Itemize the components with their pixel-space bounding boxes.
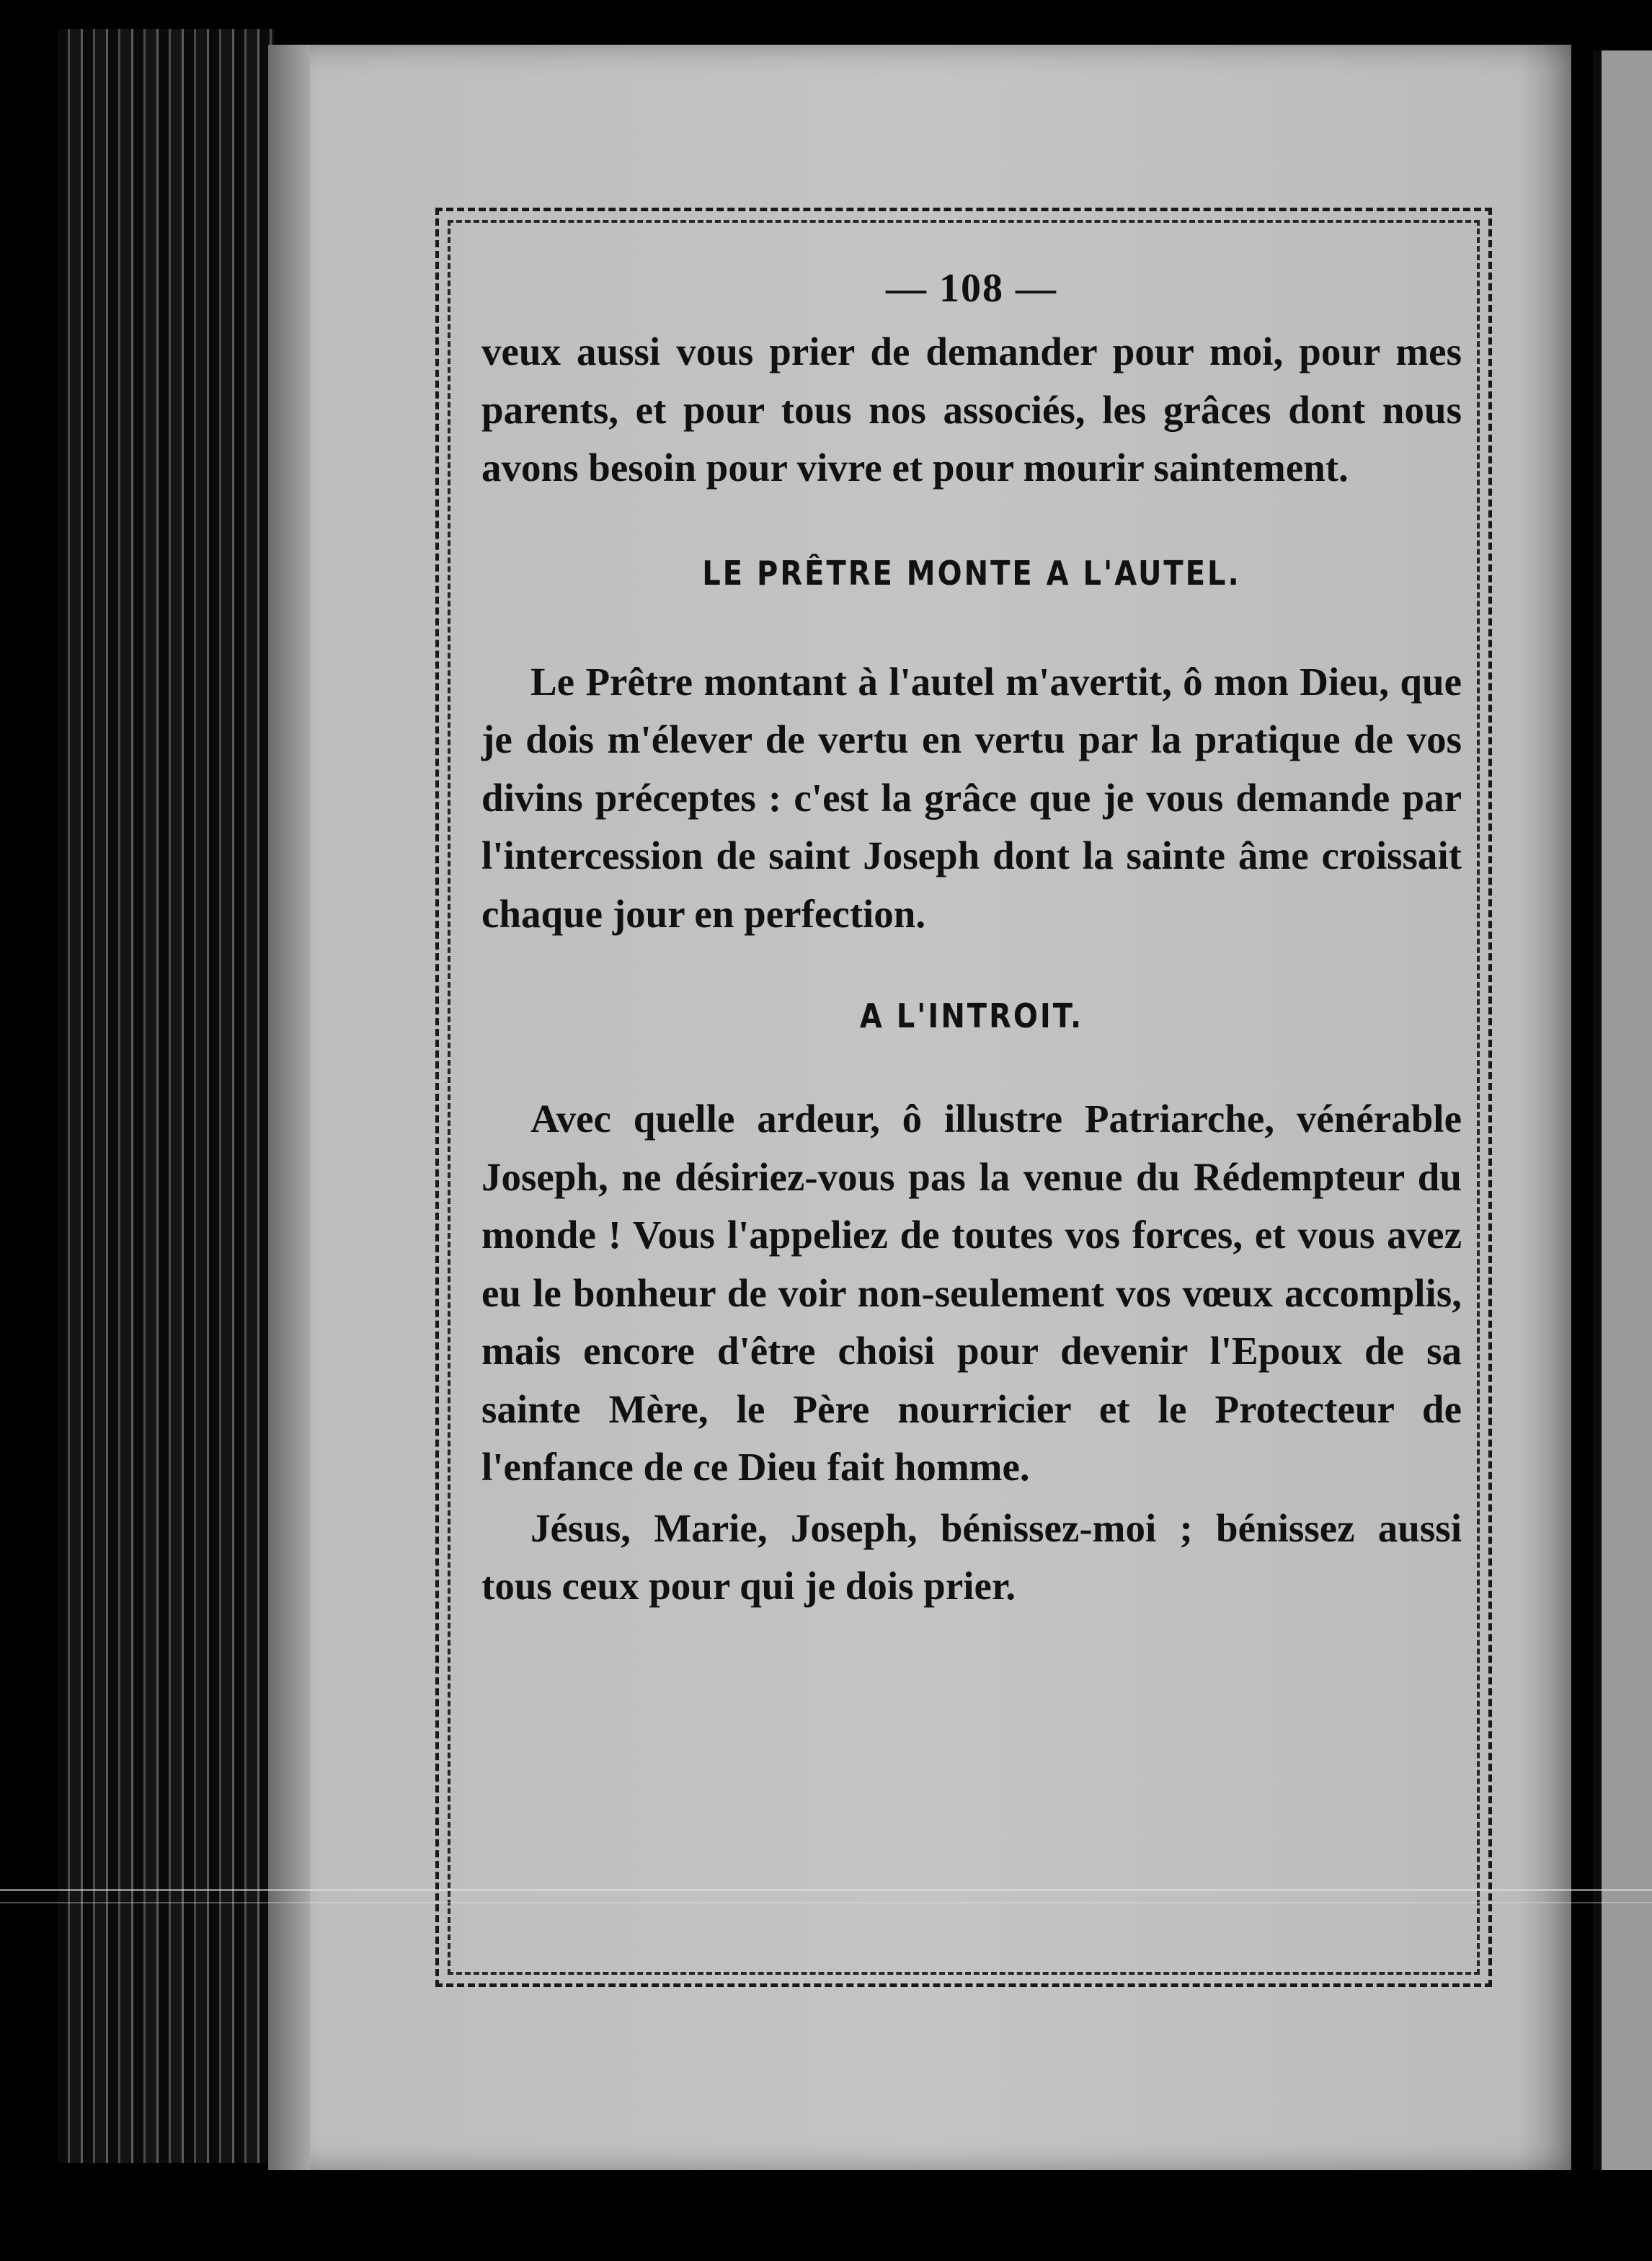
book-page-edges xyxy=(58,29,274,2163)
section-heading-autel: LE PRÊTRE MONTE A L'AUTEL. xyxy=(702,554,1241,593)
page-gutter xyxy=(268,45,310,2170)
paragraph-continuation: veux aussi vous prier de demander pour moi, pour mes parents, et pour tous nos associés, les grâces dont nous avons besoin pour vivre et pour mourir saintement. xyxy=(481,329,1462,490)
section-heading-introit: A L'INTROIT. xyxy=(859,997,1084,1036)
paragraph-introit: Avec quelle ardeur, ô illustre Patriarche, vénérable Joseph, ne désiriez-vous pas la venue du Rédempteur du monde ! Vous l'appeliez de toutes vos forces, et vous avez eu le bonheur de voir non-seulement vos vœux accomplis, mais encore d'être choisi pour devenir l'Epoux de sa sainte Mère, le Père nourricier et le Protecteur de l'enfance de ce Dieu fait homme. xyxy=(481,1097,1462,1489)
page-text xyxy=(481,260,1462,1616)
paragraph-blessing: Jésus, Marie, Joseph, bénissez-moi ; bénissez aussi tous ceux pour qui je dois prier. xyxy=(481,1505,1462,1608)
scan-artifact-line xyxy=(0,1889,1652,1891)
paragraph-autel: Le Prêtre montant à l'autel m'avertit, ô mon Dieu, que je dois m'élever de vertu en vertu par la pratique de vos divins préceptes : c'est la grâce que je vous demande par l'intercession de saint Joseph dont la sainte âme croissait chaque jour en perfection. xyxy=(481,659,1462,936)
page-number: — 108 — xyxy=(886,266,1057,311)
scan-artifact-line xyxy=(0,1902,1652,1903)
facing-page-edge xyxy=(1593,50,1652,2170)
